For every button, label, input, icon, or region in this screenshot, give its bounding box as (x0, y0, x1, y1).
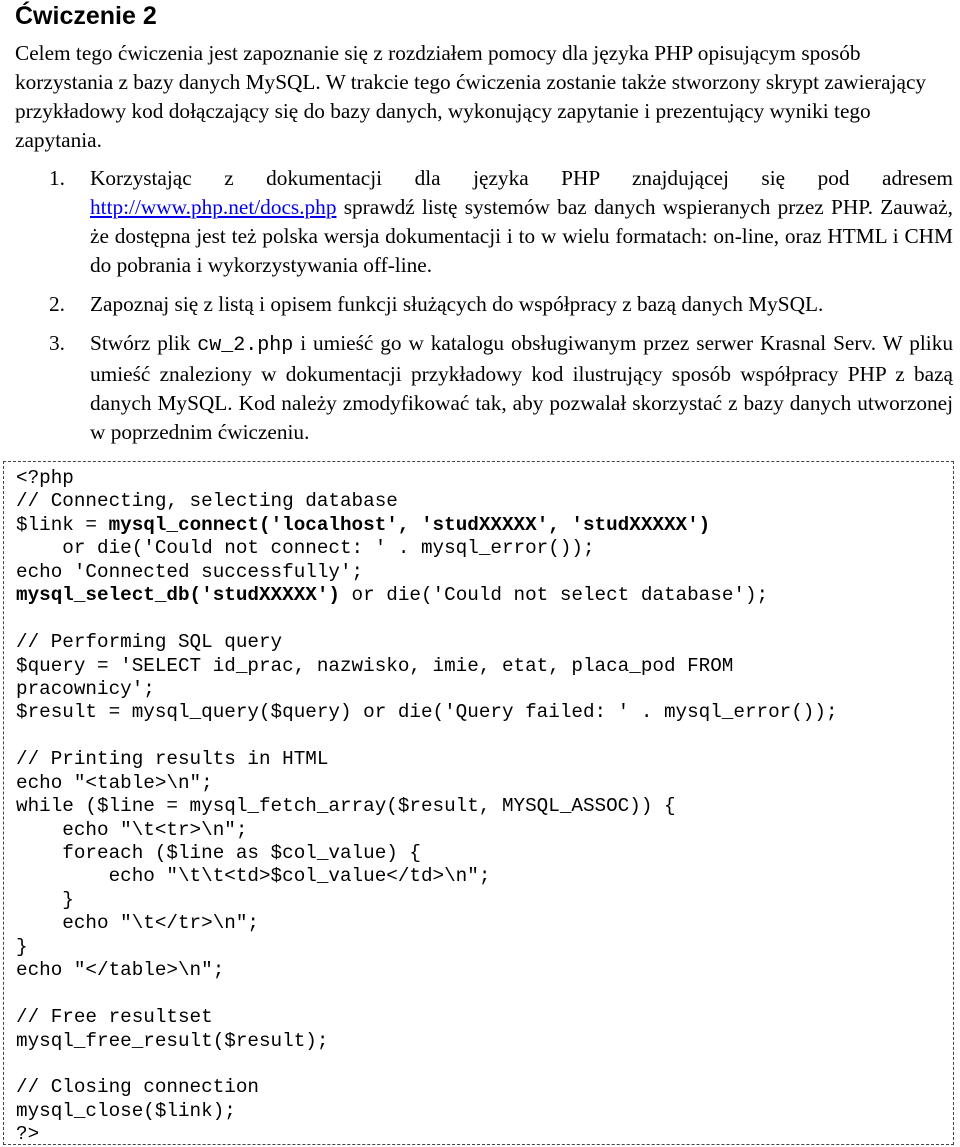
task-text: Zapoznaj się z listą i opisem funkcji służących do współpracy z bazą danych MySQL. (90, 292, 824, 316)
code-text: or die('Could not select database'); (339, 584, 769, 607)
code-line: echo "\t</tr>\n"; (16, 912, 259, 935)
task-text: Korzystając z dokumentacji dla języka PHP znajdującej się pod adresem (90, 166, 953, 190)
code-line: } (16, 935, 28, 958)
code-listing-box (3, 461, 954, 1145)
code-line: echo "<table>\n"; (16, 771, 213, 794)
code-line: mysql_close($link); (16, 1099, 236, 1122)
task-number: 3. (49, 331, 65, 355)
code-line: while ($line = mysql_fetch_array($result, MYSQL_ASSOC)) { (16, 795, 676, 818)
code-blank-line (16, 725, 838, 748)
file-name: cw_2.php (197, 334, 294, 357)
code-line: $result = mysql_query($query) or die('Query failed: ' . mysql_error()); (16, 701, 838, 724)
code-line: <?php (16, 467, 74, 489)
code-comment: // Printing results in HTML (16, 748, 329, 771)
code-line: echo 'Connected successfully'; (16, 560, 364, 583)
code-blank-line (16, 1053, 838, 1076)
code-text: $link = (16, 513, 109, 536)
php-docs-link[interactable]: http://www.php.net/docs.php (90, 195, 337, 219)
task-number: 2. (49, 292, 65, 316)
task-text: Stwórz plik (90, 331, 198, 355)
code-bold-text: mysql_connect('localhost', 'studXXXXX', 'studXXXXX') (108, 513, 711, 536)
task-text: i umieść go w katalogu obsługiwanym przez serwer Krasnal Serv. W pliku umieść znaleziony w dokumentacji przykładowy kod ilustrujący sposób współpracy PHP z bazą danych MySQL. Kod należy zmodyfikować tak, aby pozwalał skorzystać z bazy danych utworzonej w poprzednim ćwiczeniu. (90, 331, 953, 444)
code-bold-text: mysql_select_db('studXXXXX') (16, 584, 340, 607)
code-line: echo "\t\t<td>$col_value</td>\n"; (16, 865, 491, 888)
task-text: sprawdź listę systemów baz danych wspieranych przez PHP. Zauważ, że dostępna jest też polska wersja dokumentacji i to w wielu formatach: on-line, oraz HTML i CHM do pobrania i wykorzystywania off-line. (90, 195, 953, 277)
code-line (16, 514, 838, 537)
code-line: or die('Could not connect: ' . mysql_error()); (16, 537, 595, 560)
code-comment: // Connecting, selecting database (16, 490, 398, 513)
task-item-1 (15, 164, 953, 280)
task-number: 1. (49, 166, 65, 190)
intro-paragraph: Celem tego ćwiczenia jest zapoznanie się z rozdziałem pomocy dla języka PHP opisującym sposób korzystania z bazy danych MySQL. W trakcie tego ćwiczenia zostanie także stworzony skrypt zawierający przykładowy kod dołączający się do bazy danych, wykonujący zapytanie i prezentujący wyniki tego zapytania. (15, 41, 927, 152)
code-line: foreach ($line as $col_value) { (16, 842, 421, 864)
code-block (16, 467, 838, 1147)
code-line: ?> (16, 1123, 40, 1146)
code-blank-line (16, 983, 838, 1006)
code-line: mysql_free_result($result); (16, 1029, 329, 1052)
code-line: pracownicy'; (16, 677, 155, 700)
code-comment: // Closing connection (16, 1076, 259, 1099)
task-item-3 (15, 329, 953, 445)
code-line (16, 584, 838, 607)
code-line: echo "\t<tr>\n"; (16, 818, 248, 841)
code-line: $query = 'SELECT id_prac, nazwisko, imie, etat, placa_pod FROM (16, 654, 734, 677)
code-line: echo "</table>\n"; (16, 959, 225, 982)
code-comment: // Free resultset (16, 1006, 213, 1029)
task-list (15, 164, 953, 445)
code-blank-line (16, 608, 838, 631)
code-line: } (16, 888, 74, 911)
task-item-2 (15, 290, 953, 319)
code-comment: // Performing SQL query (16, 631, 283, 654)
page-title: Ćwiczenie 2 (15, 2, 157, 30)
